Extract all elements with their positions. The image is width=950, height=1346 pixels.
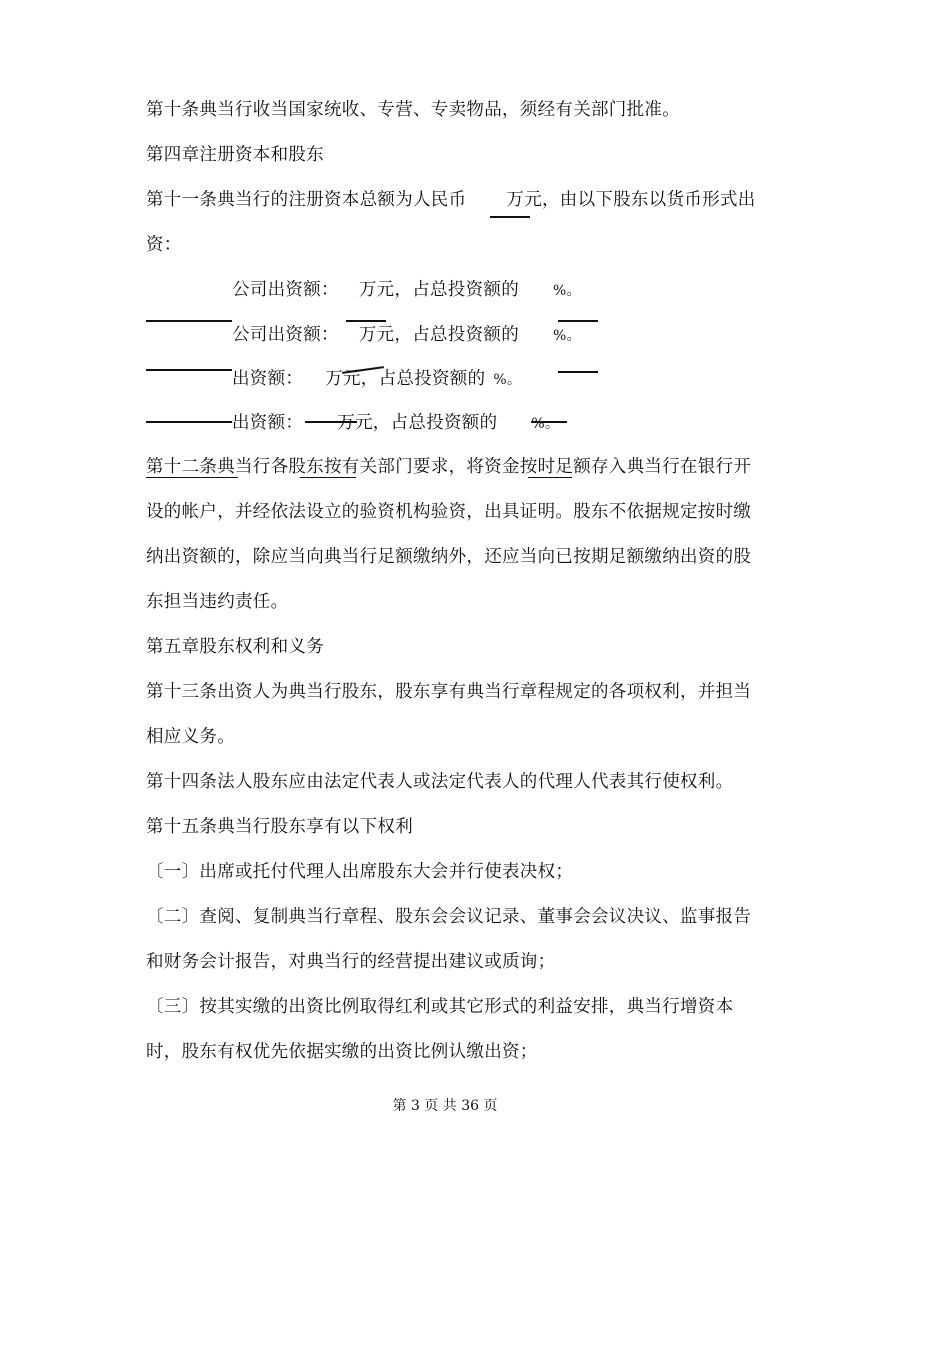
shareholder-2-label: 公司出资额： [232,325,339,345]
shareholder-2-amount-text: 万元，占总投资额的 [358,325,520,345]
shareholder-4-amount-blank [305,421,357,423]
squiggle-underline-2 [300,473,356,478]
shareholder-2-percent: %。 [553,328,581,344]
squiggle-underline-1 [146,473,238,478]
shareholder-4-amount-text: 万元，占总投资额的 [337,413,498,433]
chapter-heading-4: 第四章注册资本和股东 [146,145,324,165]
paragraph-article-12-line2: 设的帐户，并经依法设立的验资机构验资，出具证明。股东不依据规定按时缴 [146,502,752,522]
list-item-3-line1: 〔三〕按其实缴的出资比例取得红利或其它形式的利益安排，典当行增资本 [146,997,734,1017]
page-number-footer: 第 3 页 共 36 页 [392,1098,498,1114]
shareholder-line-2 [232,323,581,348]
shareholder-1-amount-text: 万元，占总投资额的 [358,280,520,300]
list-item-3-line2: 时，股东有权优先依据实缴的出资比例认缴出资； [146,1042,538,1062]
shareholder-3-percent: %。 [493,372,522,388]
paragraph-article-11-line1 [146,188,756,212]
paragraph-article-12-line1: 第十二条典当行各股东按有关部门要求，将资金按时足额存入典当行在银行开 [146,457,752,477]
shareholder-4-percent-blank [531,421,567,423]
list-item-2-line2: 和财务会计报告，对典当行的经营提出建议或质询； [146,952,556,972]
shareholder-4-name-blank [146,421,232,423]
paragraph-article-15: 第十五条典当行股东享有以下权利 [146,817,413,837]
paragraph-article-10: 第十条典当行收当国家统收、专营、专卖物品，须经有关部门批准。 [146,100,680,120]
shareholder-line-3 [232,367,521,392]
list-item-1: 〔一〕出席或托付代理人出席股东大会并行使表决权； [146,862,574,882]
chapter-heading-5: 第五章股东权利和义务 [146,637,324,657]
shareholder-4-percent: %。 [531,416,560,432]
paragraph-article-12-line4: 东担当违约责任。 [146,592,289,612]
shareholder-line-1 [232,278,581,303]
shareholder-2-amount-blank [346,320,386,322]
article-11-text-a: 第十一条典当行的注册资本总额为人民币 [146,190,467,210]
paragraph-article-14: 第十四条法人股东应由法定代表人或法定代表人的代理人代表其行使权利。 [146,772,734,792]
shareholder-3-percent-blank [558,371,598,373]
paragraph-article-13-line1: 第十三条出资人为典当行股东，股东享有典当行章程规定的各项权利，并担当 [146,682,752,702]
list-item-2-line1: 〔二〕查阅、复制典当行章程、股东会会议记录、董事会会议决议、监事报告 [146,907,752,927]
shareholder-3-amount-text: 万元，占总投资额的 [325,369,486,389]
shareholder-1-label: 公司出资额： [232,280,339,300]
shareholder-3-name-blank [146,369,232,371]
shareholder-1-percent: %。 [553,283,581,299]
paragraph-article-12-line3: 纳出资额的，除应当向典当行足额缴纳外，还应当向已按期足额缴纳出资的股 [146,547,752,567]
shareholder-3-label: 出资额： [232,369,304,389]
paragraph-article-11-line2: 资： [146,235,182,255]
capital-amount-underline [490,216,530,218]
shareholder-line-4 [146,411,559,436]
shareholder-2-name-blank [146,320,232,322]
article-11-text-b: 万元，由以下股东以货币形式出 [506,190,756,210]
paragraph-article-13-line2: 相应义务。 [146,727,235,747]
shareholder-2-percent-blank [558,320,598,322]
squiggle-underline-3 [528,473,572,478]
shareholder-4-label: 出资额： [232,413,304,433]
